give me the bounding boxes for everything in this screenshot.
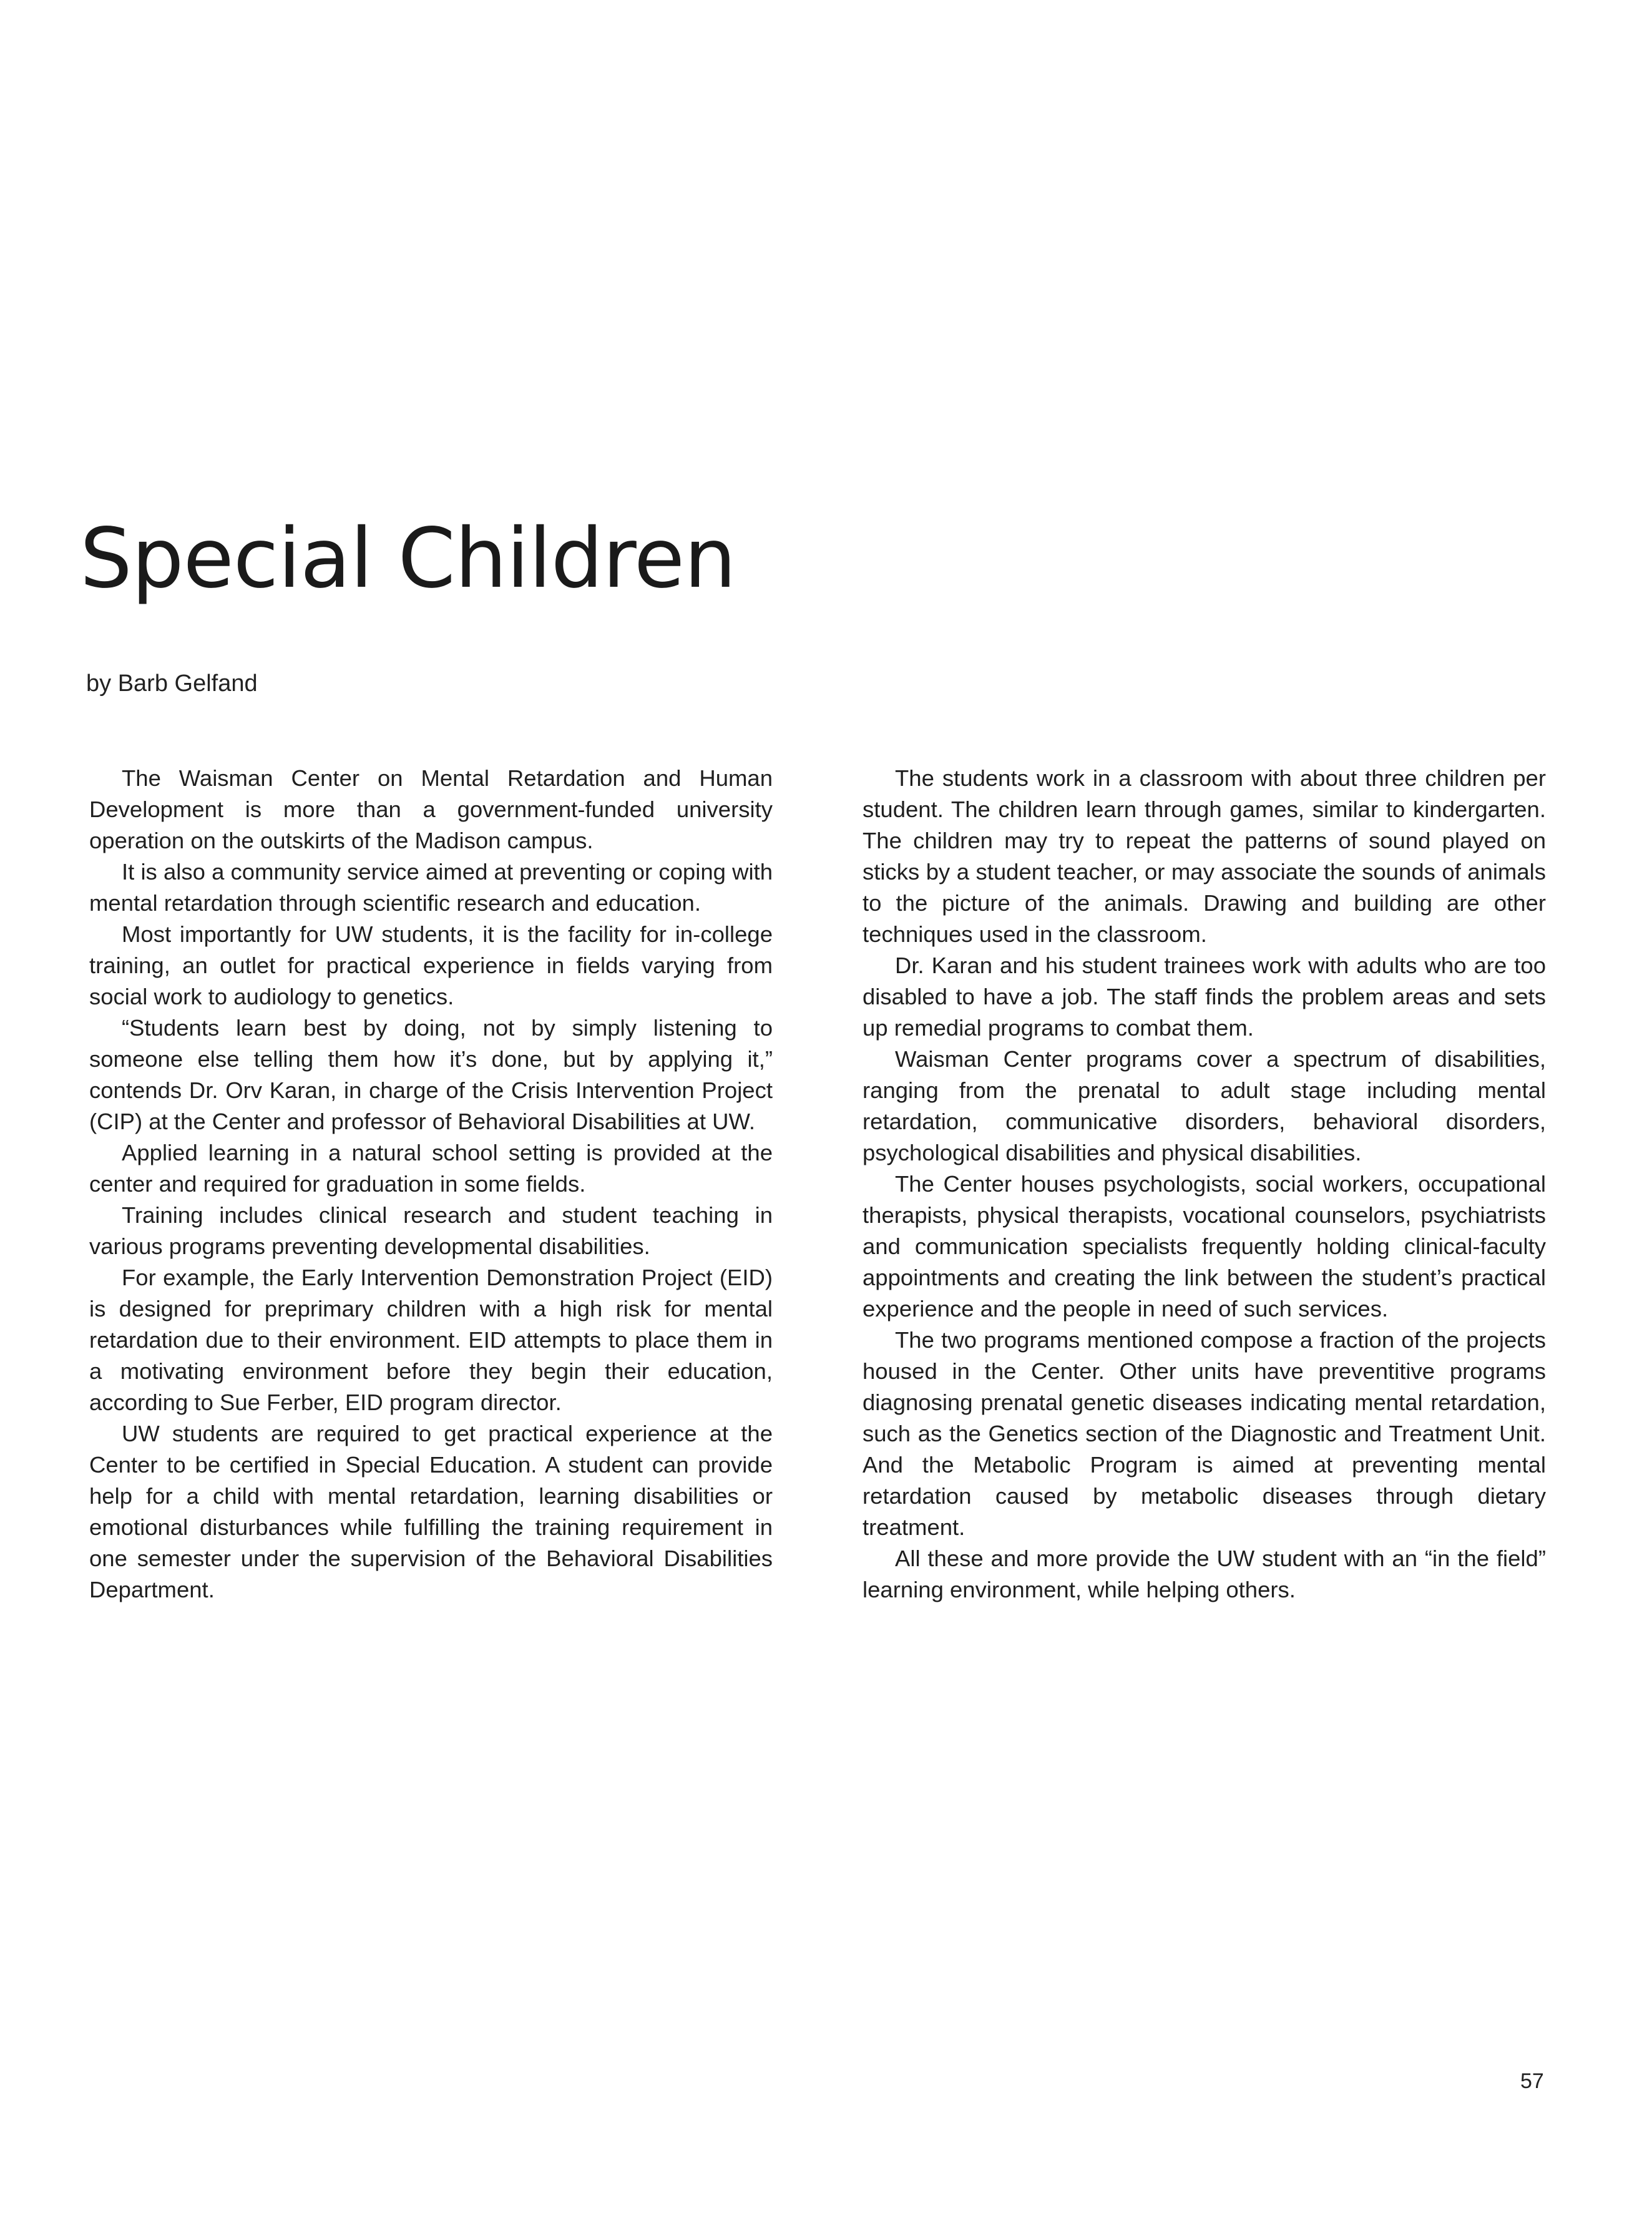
paragraph: For example, the Early Intervention Demonstration Project (EID) is designed for preprimary children with a high risk for mental retardation due to their environment. EID attempts to place them in a motivating environment before they begin their education, according to Sue Ferber, EID program director. (89, 1265, 773, 1415)
paragraph: Dr. Karan and his student trainees work with adults who are too disabled to have a job. The staff finds the problem areas and sets up remedial programs to combat them. (863, 953, 1546, 1041)
paragraph: The two programs mentioned compose a fraction of the projects housed in the Center. Other units have preventitive programs diagnosing prenatal genetic diseases indicating mental retardation, such as the Genetics section of the Diagnostic and Treatment Unit. And the Metabolic Program is aimed at preventing mental retardation caused by metabolic diseases through dietary treatment. (863, 1327, 1546, 1540)
byline: by Barb Gelfand (86, 670, 258, 697)
paragraph: Waisman Center programs cover a spectrum of disabilities, ranging from the prenatal to adult stage including mental retardation, communicative disorders, behavioral disorders, psychological disabilities and physical disabilities. (863, 1046, 1546, 1165)
paragraph: UW students are required to get practical experience at the Center to be certified in Special Education. A student can provide help for a child with mental retardation, learning disabilities or emotional disturbances while fulfilling the training requirement in one semester under the supervision of the Behavioral Disabilities Department. (89, 1421, 773, 1602)
paragraph: The Center houses psychologists, social workers, occupational therapists, physical therapists, vocational counselors, psychiatrists and communication specialists frequently holding clinical-faculty appointments and creating the link between the student’s practical experience and the people in need of such services. (863, 1171, 1546, 1321)
paragraph: It is also a community service aimed at preventing or coping with mental retardation through scientific research and education. (89, 859, 773, 916)
paragraph: Most importantly for UW students, it is the facility for in-college training, an outlet for practical experience in fields varying from social work to audiology to genetics. (89, 921, 773, 1009)
article-title: Special Children (80, 511, 736, 607)
paragraph: Applied learning in a natural school setting is provided at the center and required for graduation in some fields. (89, 1140, 773, 1197)
text-column-right (863, 763, 1546, 1606)
paragraph: The students work in a classroom with about three children per student. The children learn through games, similar to kindergarten. The children may try to repeat the patterns of sound played on sticks by a student teacher, or may associate the sounds of animals to the picture of the animals. Drawing and building are other techniques used in the classroom. (863, 765, 1546, 947)
paragraph: Training includes clinical research and student teaching in various programs preventing developmental disabilities. (89, 1202, 773, 1259)
page-number: 57 (1520, 2069, 1544, 2093)
paragraph: All these and more provide the UW student with an “in the field” learning environment, while helping others. (863, 1546, 1546, 1602)
paragraph: The Waisman Center on Mental Retardation and Human Development is more than a government-funded university operation on the outskirts of the Madison campus. (89, 765, 773, 853)
text-column-left (89, 763, 773, 1606)
paragraph: “Students learn best by doing, not by simply listening to someone else telling them how it’s done, but by applying it,” contends Dr. Orv Karan, in charge of the Crisis Intervention Project (CIP) at the Center and professor of Behavioral Disabilities at UW. (89, 1015, 773, 1134)
